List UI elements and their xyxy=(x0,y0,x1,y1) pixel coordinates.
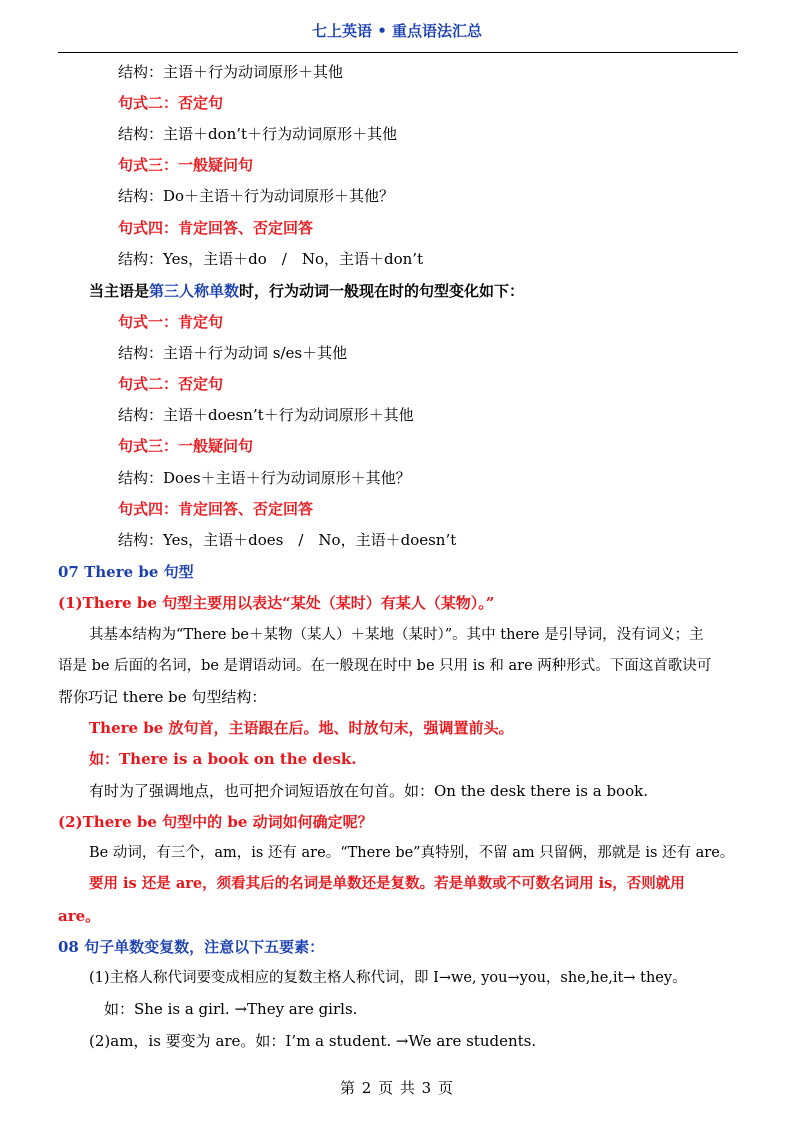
structure-line: 结构：主语＋行为动词原形＋其他 xyxy=(118,63,344,81)
page-number-footer: 第 2 页 共 3 页 xyxy=(340,1079,454,1097)
sentence-pattern-heading: 句式三：一般疑问句 xyxy=(118,437,254,455)
paragraph-line: 其基本结构为“There be＋某物（某人）＋某地（某时）”。其中 there 是引导词，没有词义；主 xyxy=(89,627,704,643)
rule-item: (2)am，is 要变为 are。如：I’m a student. →We are students. xyxy=(89,1032,537,1050)
mnemonic-rhyme: There be 放句首，主语跟在后。地、时放句末，强调置前头。 xyxy=(89,719,514,737)
section-heading-07: 07 There be 句型 xyxy=(58,563,194,581)
header-divider xyxy=(58,52,738,53)
sentence-pattern-heading: 句式四：肯定回答、否定回答 xyxy=(118,219,314,237)
structure-line: 结构：主语＋行为动词 s/es＋其他 xyxy=(118,344,348,362)
paragraph-line: 有时为了强调地点，也可把介词短语放在句首。如：On the desk there is a book. xyxy=(89,782,648,800)
page-header-title: 七上英语 • 重点语法汇总 xyxy=(311,22,483,40)
intro-highlight: 第三人称单数 xyxy=(149,282,240,300)
third-person-intro xyxy=(89,281,524,301)
structure-line: 结构：Yes，主语＋do / No，主语＋don’t xyxy=(118,250,424,268)
structure-line: 结构：主语＋doesn’t＋行为动词原形＋其他 xyxy=(118,406,414,424)
structure-line: 结构：Yes，主语＋does / No，主语＋doesn’t xyxy=(118,531,457,549)
paragraph-line: 帮你巧记 there be 句型结构： xyxy=(58,688,267,706)
structure-line: 结构：Does＋主语＋行为动词原形＋其他？ xyxy=(118,469,411,487)
example-line: 如：She is a girl. →They are girls. xyxy=(104,1000,358,1018)
section-heading-08: 08 句子单数变复数，注意以下五要素： xyxy=(58,938,325,956)
rule-line: 要用 is 还是 are，须看其后的名词是单数还是复数。若是单数或不可数名词用 is，否则就用 xyxy=(89,875,685,892)
intro-text-c: 时，行为动词一般现在时的句型变化如下： xyxy=(239,282,525,300)
example-sentence: 如：There is a book on the desk. xyxy=(89,750,357,768)
paragraph-line: 语是 be 后面的名词，be 是谓语动词。在一般现在时中 be 只用 is 和 are 两种形式。下面这首歌诀可 xyxy=(58,658,712,674)
sentence-pattern-heading: 句式一：肯定句 xyxy=(118,313,224,331)
sentence-pattern-heading: 句式三：一般疑问句 xyxy=(118,156,254,174)
sentence-pattern-heading: 句式四：肯定回答、否定回答 xyxy=(118,500,314,518)
intro-text-a: 当主语是 xyxy=(89,282,150,300)
subheading-there-be-meaning: (1)There be 句型主要用以表达“某处（某时）有某人（某物）。” xyxy=(58,594,495,612)
sentence-pattern-heading: 句式二：否定句 xyxy=(118,94,224,112)
structure-line: 结构：Do＋主语＋行为动词原形＋其他？ xyxy=(118,187,395,205)
paragraph-line: Be 动词，有三个，am，is 还有 are。“There be”真特别，不留 am 只留俩，那就是 is 还有 are。 xyxy=(89,845,735,861)
sentence-pattern-heading: 句式二：否定句 xyxy=(118,375,224,393)
structure-line: 结构：主语＋don’t＋行为动词原形＋其他 xyxy=(118,125,398,143)
rule-item: (1)主格人称代词要变成相应的复数主格人称代词，即 I→we, you→you，she,he,it→ they。 xyxy=(89,970,687,986)
subheading-be-verb: (2)There be 句型中的 be 动词如何确定呢？ xyxy=(58,813,373,831)
rule-line: are。 xyxy=(58,907,101,925)
